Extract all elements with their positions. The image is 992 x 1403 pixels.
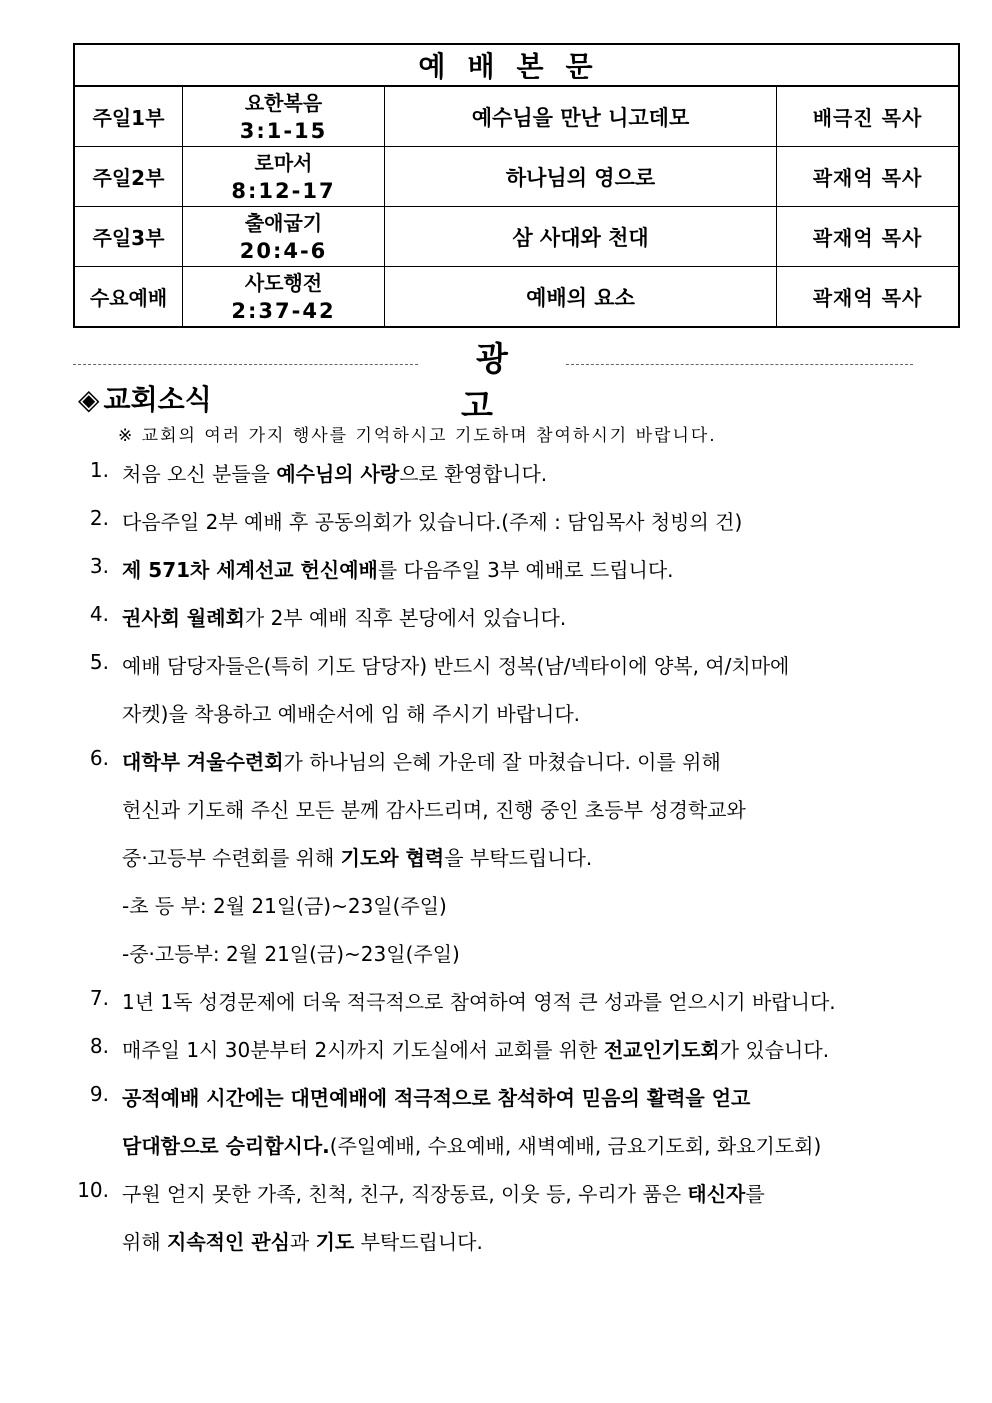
notice-text: 자켓)을 착용하고 예배순서에 임 해 주시기 바랍니다. xyxy=(122,702,581,726)
notice-text: 헌신과 기도해 주신 모든 분께 감사드리며, 진행 중인 초등부 성경학교와 xyxy=(122,798,746,822)
diamond-bullet-icon: ◈ xyxy=(78,383,100,416)
notice-item-line xyxy=(122,890,447,919)
emphasis-text: 기도 xyxy=(315,1230,355,1254)
sermon-row xyxy=(74,207,959,267)
sermon-table-title: 예배본문 xyxy=(74,44,959,86)
emphasis-text: 예수님의 사랑 xyxy=(276,462,400,486)
notice-text: 중·고등부 수련회를 위해 xyxy=(122,846,341,870)
notice-text: 으로 환영합니다. xyxy=(399,462,548,486)
notice-number: 10. xyxy=(77,1178,109,1202)
notice-text: 매주일 1시 30분부터 2시까지 기도실에서 교회를 위한 xyxy=(122,1038,604,1062)
section-heading-text: 교회소식 xyxy=(103,383,212,416)
sermon-table xyxy=(73,43,960,328)
notice-item-line xyxy=(122,1034,829,1063)
scripture-verses: 2:37-42 xyxy=(231,298,336,323)
notice-text: 를 다음주일 3부 예배로 드립니다. xyxy=(377,558,674,582)
sermon-title: 예배의 요소 xyxy=(385,267,777,328)
emphasis-text: 지속적인 관심 xyxy=(167,1230,290,1254)
scripture-book: 출애굽기 xyxy=(244,210,323,235)
service-name: 주일2부 xyxy=(74,147,183,207)
notice-text: 구원 얻지 못한 가족, 친척, 친구, 직장동료, 이웃 등, 우리가 품은 xyxy=(122,1182,688,1206)
sermon-title: 삼 사대와 천대 xyxy=(385,207,777,267)
sermon-title: 하나님의 영으로 xyxy=(385,147,777,207)
emphasis-text: 공적예배 시간에는 대면예배에 적극적으로 참석하여 믿음의 활력을 얻고 xyxy=(122,1086,751,1110)
scripture-book: 사도행전 xyxy=(244,270,323,295)
scripture-reference xyxy=(183,267,385,328)
notice-item-line xyxy=(122,1226,483,1255)
notice-item-line xyxy=(122,986,836,1015)
sermon-row xyxy=(74,267,959,328)
notice-text: 을 부탁드립니다. xyxy=(444,846,593,870)
scripture-verses: 20:4-6 xyxy=(239,238,328,263)
notice-number: 3. xyxy=(89,554,109,578)
emphasis-text: 전교인기도회 xyxy=(603,1038,720,1062)
service-name: 수요예배 xyxy=(74,267,183,328)
notice-item-line xyxy=(122,458,547,487)
dashed-divider xyxy=(566,364,913,365)
notice-item-line xyxy=(122,842,592,871)
emphasis-text: 담대함으로 승리합시다. xyxy=(122,1134,330,1158)
notice-number: 7. xyxy=(89,986,109,1010)
notice-item-line xyxy=(122,554,674,583)
service-name: 주일3부 xyxy=(74,207,183,267)
scripture-book: 로마서 xyxy=(254,150,313,175)
scripture-verses: 3:1-15 xyxy=(239,118,328,143)
dashed-divider xyxy=(73,364,418,365)
emphasis-text: 태신자 xyxy=(687,1182,746,1206)
notice-number: 6. xyxy=(89,746,109,770)
announcements-title: 광고 xyxy=(461,339,538,425)
emphasis-text: 권사회 월례회 xyxy=(122,606,245,630)
preacher-name: 곽재억 목사 xyxy=(777,267,960,328)
notice-text: 가 2부 예배 직후 본당에서 있습니다. xyxy=(244,606,567,630)
notice-item-line xyxy=(122,1178,765,1207)
service-name: 주일1부 xyxy=(74,86,183,147)
scripture-reference xyxy=(183,86,385,147)
sermon-title: 예수님을 만난 니고데모 xyxy=(385,86,777,147)
notice-number: 4. xyxy=(89,602,109,626)
scripture-reference xyxy=(183,207,385,267)
notice-item-line xyxy=(122,602,566,631)
notice-number: 8. xyxy=(89,1034,109,1058)
notice-text: -중·고등부: 2월 21일(금)~23일(주일) xyxy=(122,942,460,966)
preacher-name: 곽재억 목사 xyxy=(777,207,960,267)
notice-item-line xyxy=(122,698,580,727)
notice-item-line xyxy=(122,650,789,679)
notice-text: 위해 xyxy=(122,1230,167,1254)
notice-text: 예배 담당자들은(특히 기도 담당자) 반드시 정복(남/넥타이에 양복, 여/치마에 xyxy=(122,654,790,678)
notice-text: 부탁드립니다. xyxy=(354,1230,483,1254)
preacher-name: 곽재억 목사 xyxy=(777,147,960,207)
notice-number: 2. xyxy=(89,506,109,530)
scripture-book: 요한복음 xyxy=(244,90,323,115)
notice-text: 를 xyxy=(745,1182,765,1206)
scripture-verses: 8:12-17 xyxy=(231,178,336,203)
sermon-row xyxy=(74,147,959,207)
notice-text: 다음주일 2부 예배 후 공동의회가 있습니다.(주제 : 담임목사 청빙의 건) xyxy=(122,510,743,534)
notice-text: 가 하나님의 은혜 가운데 잘 마쳤습니다. 이를 위해 xyxy=(283,750,721,774)
notice-item-line xyxy=(122,938,460,967)
notice-text: 처음 오신 분들을 xyxy=(122,462,277,486)
section-heading xyxy=(78,378,212,418)
intro-note: ※ 교회의 여러 가지 행사를 기억하시고 기도하며 참여하시기 바랍니다. xyxy=(118,426,717,446)
notice-item-line xyxy=(122,1130,821,1159)
notice-text: 1년 1독 성경문제에 더욱 적극적으로 참여하여 영적 큰 성과를 얻으시기 바랍니다. xyxy=(122,990,836,1014)
notice-text: 가 있습니다. xyxy=(719,1038,830,1062)
notice-item-line xyxy=(122,746,721,775)
emphasis-text: 대학부 겨울수련회 xyxy=(122,750,284,774)
notice-item-line xyxy=(122,1082,750,1111)
emphasis-text: 제 571차 세계선교 헌신예배 xyxy=(122,558,378,582)
notice-text: 과 xyxy=(289,1230,316,1254)
notice-number: 9. xyxy=(89,1082,109,1106)
notice-number: 5. xyxy=(89,650,109,674)
notice-text: (주일예배, 수요예배, 새벽예배, 금요기도회, 화요기도회) xyxy=(329,1134,822,1158)
preacher-name: 배극진 목사 xyxy=(777,86,960,147)
notice-number: 1. xyxy=(89,458,109,482)
notice-text: -초 등 부: 2월 21일(금)~23일(주일) xyxy=(122,894,447,918)
emphasis-text: 기도와 협력 xyxy=(340,846,445,870)
notice-item-line xyxy=(122,794,746,823)
scripture-reference xyxy=(183,147,385,207)
notice-item-line xyxy=(122,506,742,535)
sermon-row xyxy=(74,86,959,147)
